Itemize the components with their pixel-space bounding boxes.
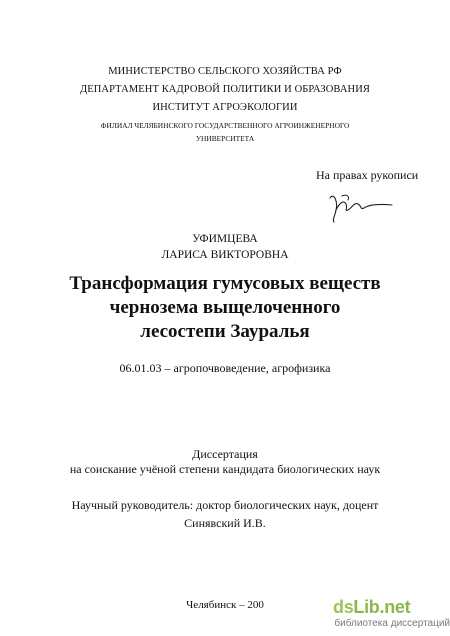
author-surname: УФИМЦЕВА <box>192 233 258 245</box>
university-line: УНИВЕРСИТЕТА <box>195 134 255 143</box>
dslib-logo <box>333 597 410 618</box>
handwritten-signature <box>326 188 396 224</box>
specialty-code: 06.01.03 – агропочвоведение, агрофизика <box>119 361 331 375</box>
manuscript-rights-note: На правах рукописи <box>316 168 419 182</box>
dissertation-label: Диссертация <box>192 447 258 461</box>
city-year: Челябинск – 200 <box>186 599 264 611</box>
thesis-title-line-3: лесостепи Зауралья <box>140 321 310 342</box>
degree-purpose: на соискание учёной степени кандидата биологических наук <box>69 462 381 476</box>
dslib-watermark[interactable] <box>311 597 450 633</box>
branch-line: ФИЛИАЛ ЧЕЛЯБИНСКОГО ГОСУДАРСТВЕННОГО АГРОИНЖЕНЕРНОГО <box>100 121 350 130</box>
dslib-logo-rest: Lib.net <box>353 597 411 617</box>
supervisor-name: Синявский И.В. <box>184 516 266 530</box>
author-name: ЛАРИСА ВИКТОРОВНА <box>161 249 289 261</box>
department-line: ДЕПАРТАМЕНТ КАДРОВОЙ ПОЛИТИКИ И ОБРАЗОВАНИЯ <box>79 84 371 95</box>
thesis-title-line-2: чернозема выщелоченного <box>109 297 341 318</box>
supervisor-title: Научный руководитель: доктор биологических наук, доцент <box>71 498 379 512</box>
thesis-title-line-1: Трансформация гумусовых веществ <box>69 273 381 294</box>
dslib-subtitle: библиотека диссертаций <box>334 618 450 629</box>
ministry-line: МИНИСТЕРСТВО СЕЛЬСКОГО ХОЗЯЙСТВА РФ <box>108 66 342 77</box>
institute-line: ИНСТИТУТ АГРОЭКОЛОГИИ <box>152 102 298 113</box>
dslib-logo-prefix: ds <box>333 597 354 617</box>
